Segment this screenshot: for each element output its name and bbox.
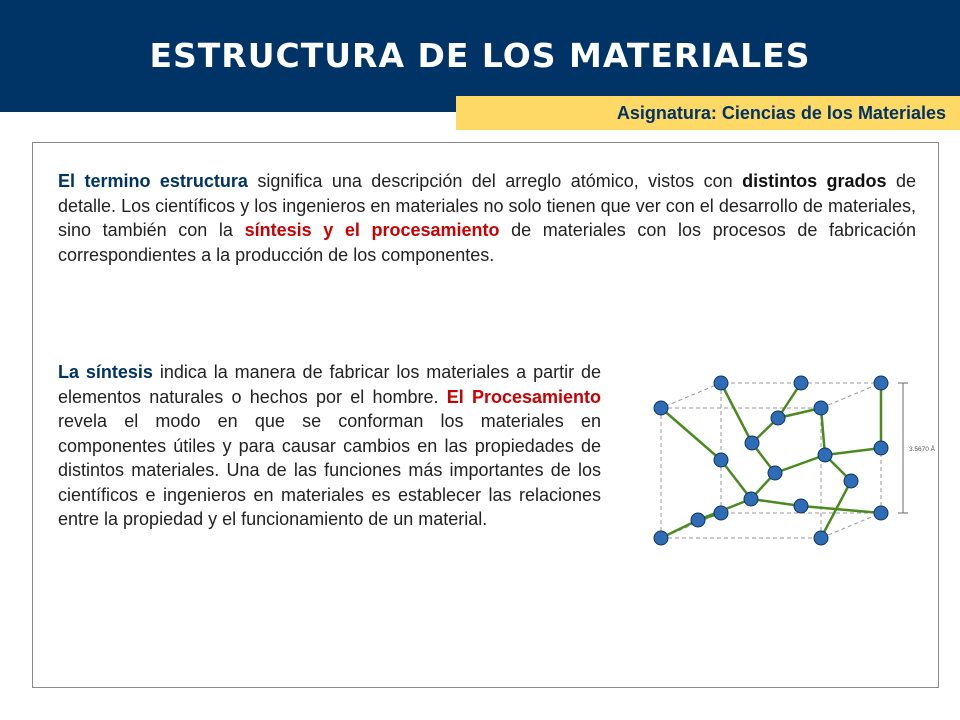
text-segment: de materiales con los procesos de fabricación correspondientes a la producción de los componentes. — [58, 220, 917, 265]
atom — [691, 513, 705, 527]
paragraph-synthesis — [58, 360, 601, 532]
text-segment: significa una descripción del arreglo atómico, vistos con — [247, 171, 743, 191]
atom — [874, 441, 888, 455]
atom — [714, 506, 728, 520]
text-segment: indica la manera de fabricar los materiales a partir de elementos naturales o hechos por el hombre. — [58, 362, 601, 407]
atom — [814, 531, 828, 545]
atom — [654, 531, 668, 545]
atom — [844, 474, 858, 488]
atom — [768, 466, 782, 480]
atom — [744, 492, 758, 506]
atom — [814, 401, 828, 415]
term-estructura: El termino estructura — [58, 171, 248, 191]
dimension-marker — [898, 383, 908, 513]
atom — [794, 499, 808, 513]
atom — [714, 453, 728, 467]
page-title: ESTRUCTURA DE LOS MATERIALES — [149, 36, 811, 75]
atom — [714, 376, 728, 390]
atom — [818, 448, 832, 462]
term-sintesis: La síntesis — [58, 362, 153, 382]
content-frame — [32, 142, 939, 688]
text-segment: de detalle. Los científicos y los ingenieros en materiales no solo tienen que ver con el desarrollo de materiales, sino también con la — [58, 171, 916, 240]
atom — [794, 376, 808, 390]
atom — [654, 401, 668, 415]
atom — [874, 376, 888, 390]
atoms — [654, 376, 888, 545]
term-grados: distintos grados — [742, 171, 887, 191]
atom — [745, 436, 759, 450]
paragraph-structure — [58, 169, 916, 267]
text-segment: revela el modo en que se conforman los materiales en componentes útiles y para causar cambios en las propiedades de distintos materiales. Una de las funciones más importantes de los científicos e ingenieros en materiales es establecer las relaciones entre la propiedad y el funcionamiento de un material. — [58, 411, 601, 529]
diamond-crystal-figure — [651, 363, 951, 563]
subject-label: Asignatura: Ciencias de los Materiales — [616, 103, 946, 123]
dimension-label: 3.5670 Å — [909, 446, 936, 453]
subject-banner — [456, 96, 960, 130]
atom — [874, 506, 888, 520]
term-sintesis-procesamiento: síntesis y el procesamiento — [244, 220, 500, 240]
atom — [771, 411, 785, 425]
term-procesamiento: El Procesamiento — [446, 386, 601, 407]
